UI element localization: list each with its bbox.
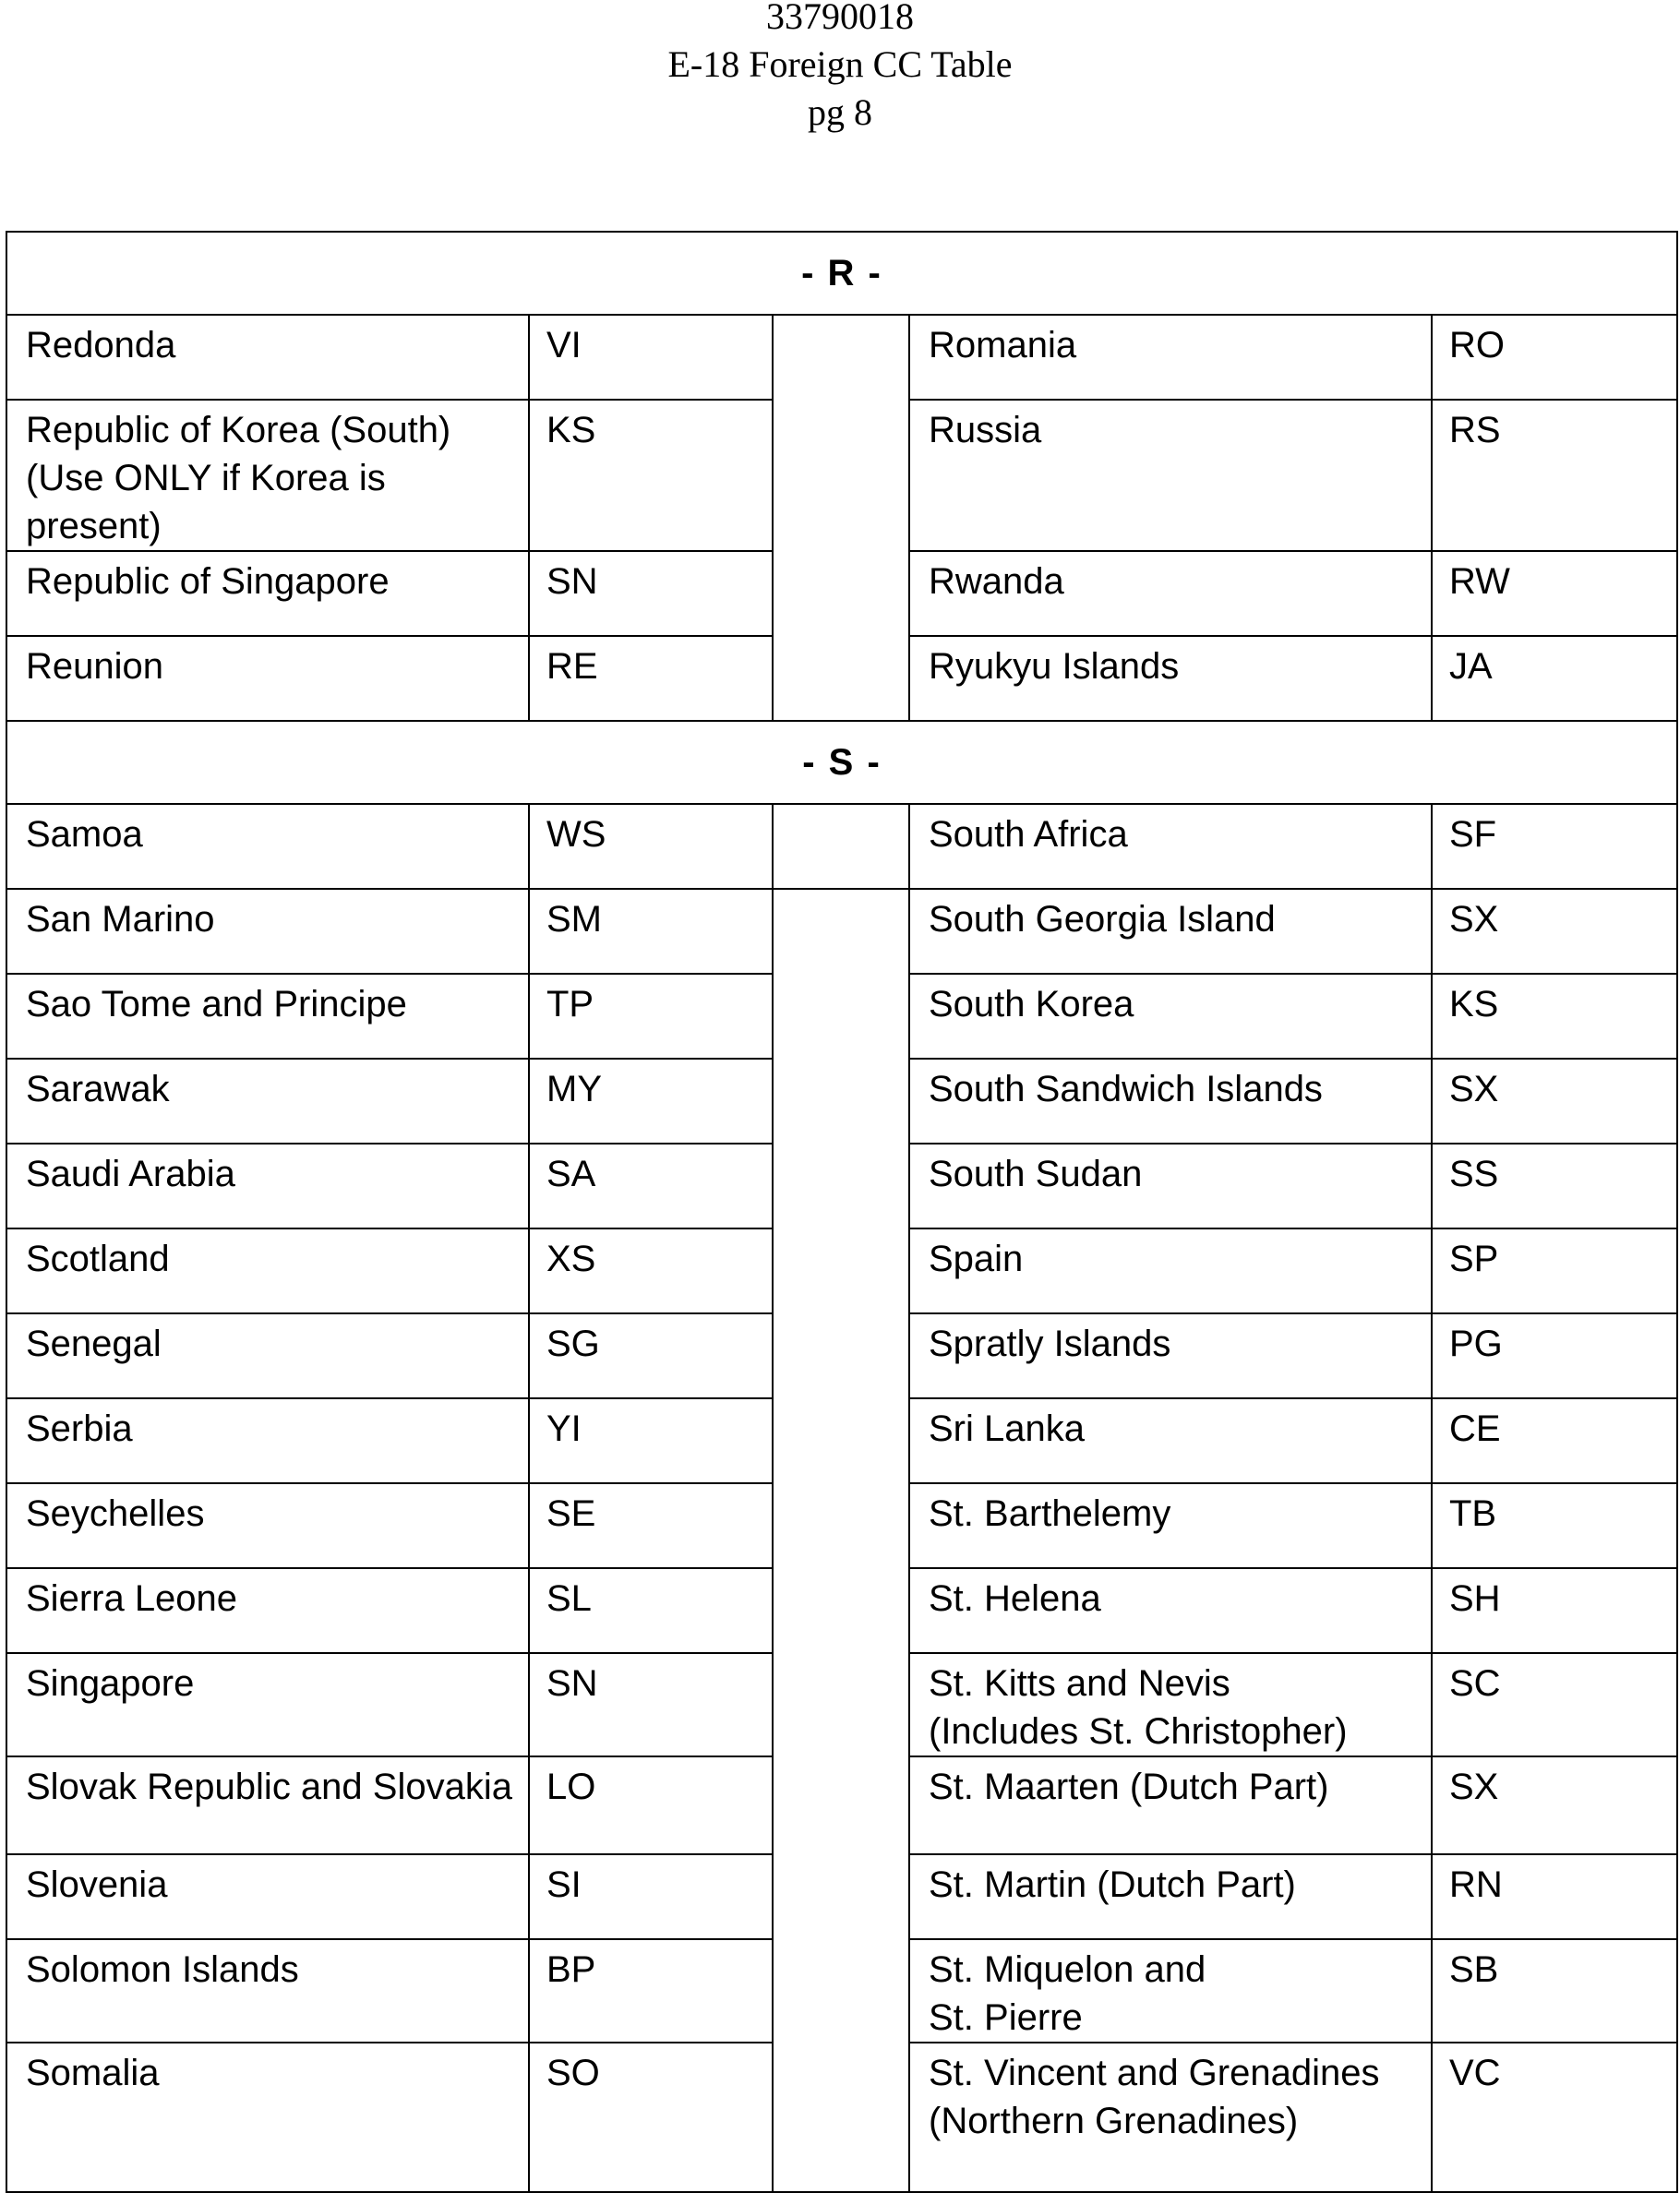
country-name: South Sandwich Islands: [909, 1059, 1432, 1144]
country-code: SN: [529, 1653, 773, 1756]
table-row: [6, 315, 1677, 400]
country-name: South Sudan: [909, 1144, 1432, 1228]
country-code: XS: [529, 1228, 773, 1313]
country-code: KS: [1432, 974, 1677, 1059]
country-name: Reunion: [6, 636, 529, 721]
country-code: RS: [1432, 400, 1677, 551]
country-name: Sarawak: [6, 1059, 529, 1144]
country-code: RO: [1432, 315, 1677, 400]
country-code: SL: [529, 1568, 773, 1653]
country-code: CE: [1432, 1398, 1677, 1483]
country-code: KS: [529, 400, 773, 551]
country-code: MY: [529, 1059, 773, 1144]
section-header-row: [6, 721, 1677, 804]
country-name: St. Maarten (Dutch Part): [909, 1756, 1432, 1854]
country-code: YI: [529, 1398, 773, 1483]
country-name: Rwanda: [909, 551, 1432, 636]
country-name: Redonda: [6, 315, 529, 400]
page-header: [0, 0, 1680, 137]
country-name: Sri Lanka: [909, 1398, 1432, 1483]
country-code: TB: [1432, 1483, 1677, 1568]
country-code: VI: [529, 315, 773, 400]
spacer-cell: [773, 315, 909, 721]
table-row: [6, 804, 1677, 889]
spacer-cell: [773, 804, 909, 889]
country-code-table: [6, 231, 1678, 2193]
page-number: pg 8: [808, 91, 872, 133]
country-name: Spratly Islands: [909, 1313, 1432, 1398]
country-code: PG: [1432, 1313, 1677, 1398]
spacer-cell: [773, 889, 909, 2192]
country-name: Sierra Leone: [6, 1568, 529, 1653]
country-name: Somalia: [6, 2043, 529, 2192]
country-code: SX: [1432, 1756, 1677, 1854]
document-number: 33790018: [766, 0, 914, 37]
country-name: Senegal: [6, 1313, 529, 1398]
country-name: Romania: [909, 315, 1432, 400]
country-name: Ryukyu Islands: [909, 636, 1432, 721]
country-name: St. Miquelon and St. Pierre: [909, 1939, 1432, 2043]
country-code: SO: [529, 2043, 773, 2192]
country-code: SI: [529, 1854, 773, 1939]
country-code: SE: [529, 1483, 773, 1568]
country-name: St. Barthelemy: [909, 1483, 1432, 1568]
country-code: SB: [1432, 1939, 1677, 2043]
country-code: RN: [1432, 1854, 1677, 1939]
country-code: SX: [1432, 1059, 1677, 1144]
country-code: SA: [529, 1144, 773, 1228]
country-name: South Korea: [909, 974, 1432, 1059]
country-code: SM: [529, 889, 773, 974]
country-name: Singapore: [6, 1653, 529, 1756]
country-name: San Marino: [6, 889, 529, 974]
country-name: Republic of Singapore: [6, 551, 529, 636]
country-name: Russia: [909, 400, 1432, 551]
country-code: SF: [1432, 804, 1677, 889]
country-name: Spain: [909, 1228, 1432, 1313]
country-name: Republic of Korea (South) (Use ONLY if Korea is present): [6, 400, 529, 551]
country-name: South Africa: [909, 804, 1432, 889]
country-code: RW: [1432, 551, 1677, 636]
country-name: Saudi Arabia: [6, 1144, 529, 1228]
country-code: BP: [529, 1939, 773, 2043]
country-code: SP: [1432, 1228, 1677, 1313]
country-code: SN: [529, 551, 773, 636]
country-name: Slovak Republic and Slovakia: [6, 1756, 529, 1854]
section-header-s: - S -: [6, 721, 1677, 804]
country-code: SG: [529, 1313, 773, 1398]
country-code: RE: [529, 636, 773, 721]
country-name: Samoa: [6, 804, 529, 889]
country-code: SS: [1432, 1144, 1677, 1228]
country-code: VC: [1432, 2043, 1677, 2192]
country-name: St. Helena: [909, 1568, 1432, 1653]
country-code: SH: [1432, 1568, 1677, 1653]
country-name: Seychelles: [6, 1483, 529, 1568]
country-name: Solomon Islands: [6, 1939, 529, 2043]
country-code: JA: [1432, 636, 1677, 721]
country-name: St. Martin (Dutch Part): [909, 1854, 1432, 1939]
section-header-r: - R -: [6, 232, 1677, 315]
country-name: St. Vincent and Grenadines (Northern Grenadines): [909, 2043, 1432, 2192]
country-name: Serbia: [6, 1398, 529, 1483]
country-name: Sao Tome and Principe: [6, 974, 529, 1059]
document-title: E-18 Foreign CC Table: [667, 43, 1013, 85]
country-name: Scotland: [6, 1228, 529, 1313]
country-name: Slovenia: [6, 1854, 529, 1939]
section-header-row: [6, 232, 1677, 315]
country-code: TP: [529, 974, 773, 1059]
country-name: St. Kitts and Nevis (Includes St. Christopher): [909, 1653, 1432, 1756]
country-code: SC: [1432, 1653, 1677, 1756]
country-code: SX: [1432, 889, 1677, 974]
country-name: South Georgia Island: [909, 889, 1432, 974]
country-code: LO: [529, 1756, 773, 1854]
country-code: WS: [529, 804, 773, 889]
table-row: [6, 889, 1677, 974]
